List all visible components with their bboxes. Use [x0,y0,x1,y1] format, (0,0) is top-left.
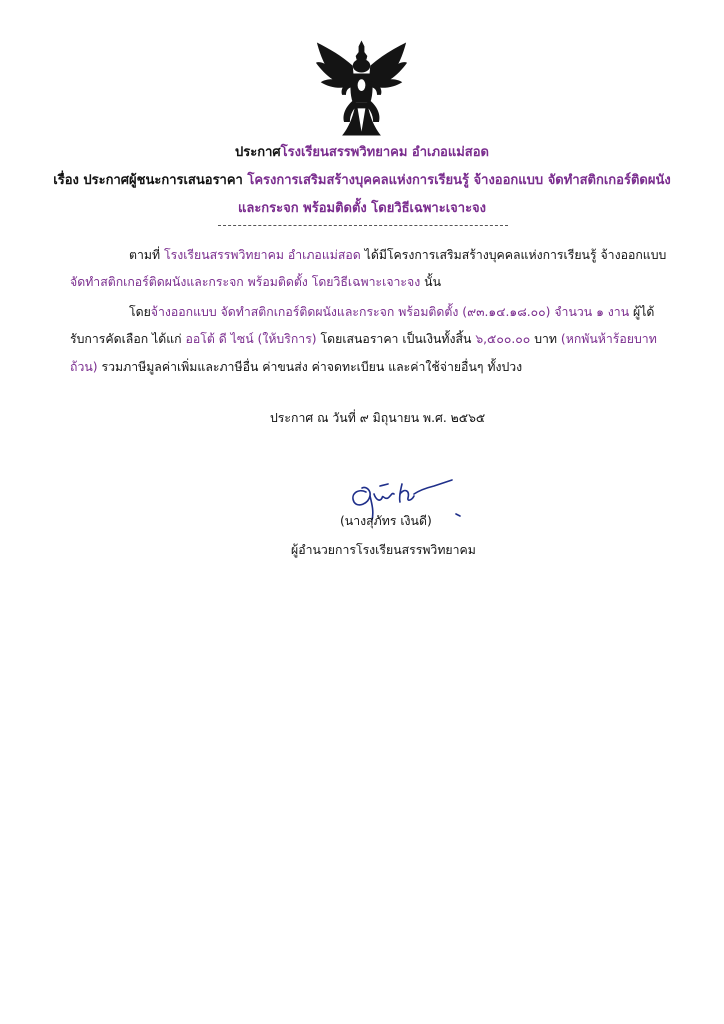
garuda-emblem-icon [313,38,410,140]
announcement-subject-continued: และกระจก พร้อมติดตั้ง โดยวิธีเฉพาะเจาะจง [237,201,487,216]
paragraph-2-line-1: โดยจ้างออกแบบ จัดทำสติกเกอร์ติดผนังและกระจก พร้อมติดตั้ง (๙๓.๑๔.๑๘.๐๐) จำนวน ๑ งาน ผู้ได้ [129,305,655,319]
separator-line [218,225,508,226]
announcement-date: ประกาศ ณ วันที่ ๙ มิถุนายน พ.ศ. ๒๕๖๕ [270,411,486,425]
announcement-subject: เรื่อง ประกาศผู้ชนะการเสนอราคา โครงการเสริมสร้างบุคคลแห่งการเรียนรู้ จ้างออกแบบ จัดทำสติกเกอร์ติดผนัง [53,173,671,188]
signatory-name: (นางสุภัทร เงินดี) [340,514,432,528]
signatory-position: ผู้อำนวยการโรงเรียนสรรพวิทยาคม [291,543,476,557]
paragraph-2-line-2: รับการคัดเลือก ได้แก่ ออโต้ ดี ไซน์ (ให้บริการ) โดยเสนอราคา เป็นเงินทั้งสิ้น ๖,๕๐๐.๐๐ บาท (หกพันห้าร้อยบาท [70,332,657,346]
announcement-title: ประกาศโรงเรียนสรรพวิทยาคม อำเภอแม่สอด [235,145,489,160]
paragraph-1-line-1: ตามที่ โรงเรียนสรรพวิทยาคม อำเภอแม่สอด ได้มีโครงการเสริมสร้างบุคคลแห่งการเรียนรู้ จ้างออกแบบ [129,248,667,262]
paragraph-1-line-2: จัดทำสติกเกอร์ติดผนังและกระจก พร้อมติดตั้ง โดยวิธีเฉพาะเจาะจง นั้น [70,275,441,289]
paragraph-2-line-3: ถ้วน) รวมภาษีมูลค่าเพิ่มและภาษีอื่น ค่าขนส่ง ค่าจดทะเบียน และค่าใช้จ่ายอื่นๆ ทั้งปวง [70,360,523,374]
